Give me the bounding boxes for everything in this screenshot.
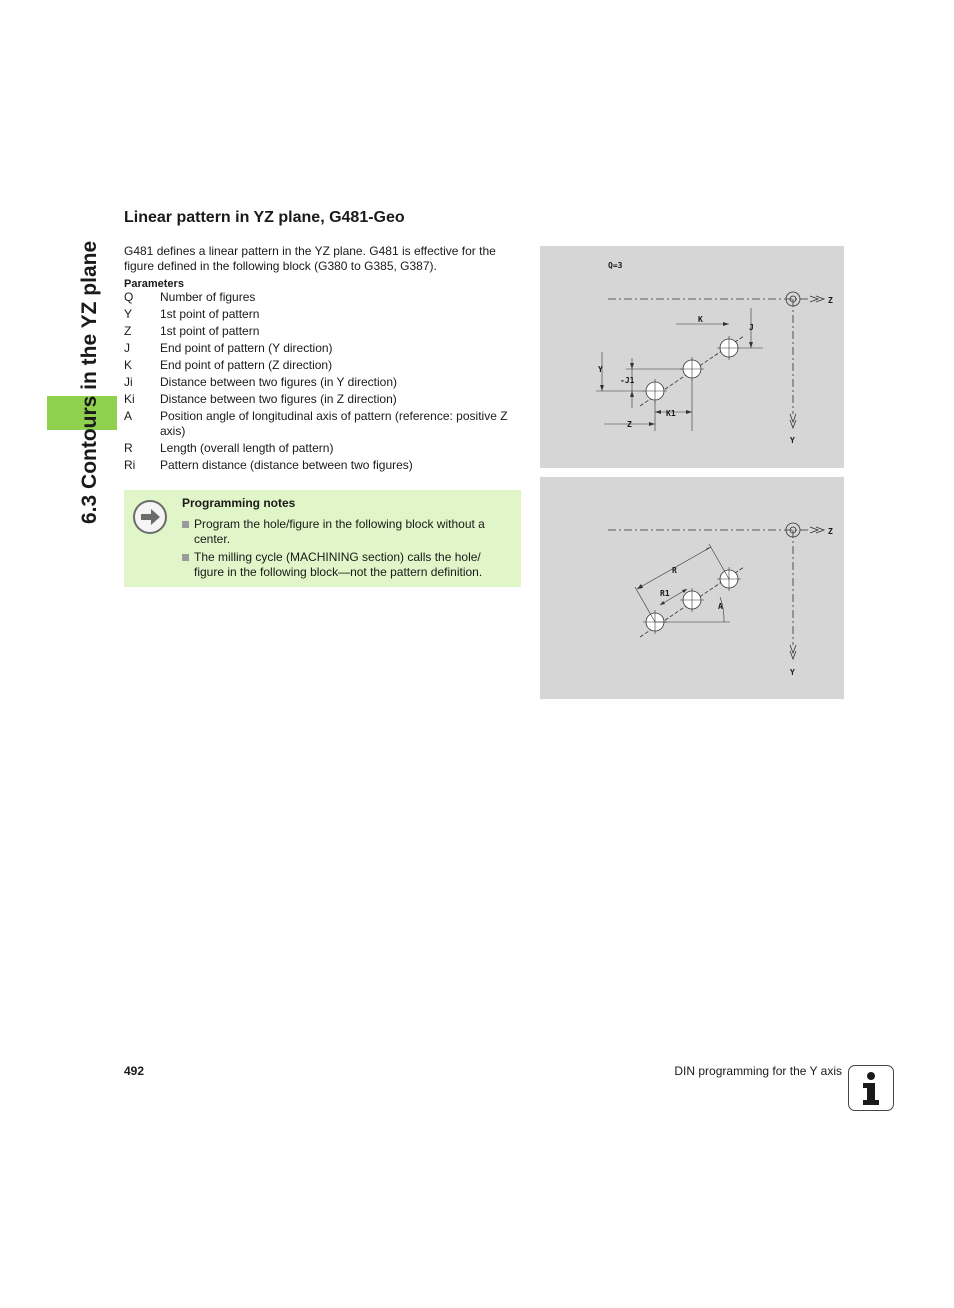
figure-label-j: J [749, 323, 754, 332]
parameter-row [124, 307, 520, 322]
info-icon [848, 1065, 894, 1111]
parameter-row [124, 290, 520, 305]
parameter-symbol: R [124, 441, 133, 455]
parameter-description: Distance between two figures (in Y direction) [160, 375, 398, 389]
parameter-symbol: Ri [124, 458, 136, 472]
parameter-description: End point of pattern (Z direction) [160, 358, 333, 372]
programming-notes-title: Programming notes [182, 496, 296, 510]
figure-label-j1: -J1 [620, 376, 635, 385]
parameter-row [124, 375, 520, 390]
figure2-axis-z: Z [828, 527, 833, 536]
parameter-symbol: Q [124, 290, 134, 304]
note-text: Program the hole/figure in the following block without a center. [194, 517, 485, 546]
parameter-symbol: J [124, 341, 130, 355]
parameter-description: Distance between two figures (in Z direction) [160, 392, 397, 406]
parameter-description: Length (overall length of pattern) [160, 441, 334, 455]
figure-label-z: Z [627, 420, 632, 429]
arrow-right-icon [133, 500, 167, 534]
parameter-symbol: A [124, 409, 133, 423]
figure2-label-a: A [718, 602, 723, 611]
figure-q-label: Q=3 [608, 261, 623, 270]
note-item [182, 517, 512, 547]
figure2-label-r: R [672, 566, 677, 575]
programming-notes-box [124, 490, 521, 587]
parameters-title: Parameters [124, 278, 184, 290]
parameter-row [124, 392, 520, 407]
figure2-axis-y: Y [790, 668, 795, 677]
parameter-symbol: K [124, 358, 133, 372]
figure-label-y: Y [598, 365, 603, 374]
parameter-description: 1st point of pattern [160, 307, 260, 321]
parameter-row [124, 409, 520, 439]
pattern-diagram-polar [540, 477, 844, 699]
parameter-description: Position angle of longitudinal axis of pattern (reference: positive Z axis) [160, 409, 508, 438]
figure-axis-y: Y [790, 436, 795, 445]
parameter-description: End point of pattern (Y direction) [160, 341, 333, 355]
note-text: The milling cycle (MACHINING section) calls the hole/ figure in the following block—not the pattern definition. [194, 550, 483, 579]
chapter-title-vertical: 6.3 Contours in the YZ plane [78, 240, 101, 524]
parameter-row [124, 358, 520, 373]
figure-axis-z: Z [828, 296, 833, 305]
parameter-description: Number of figures [160, 290, 256, 304]
figure2-label-r1: R1 [660, 589, 670, 598]
section-title: Linear pattern in YZ plane, G481-Geo [124, 209, 405, 226]
parameter-row [124, 441, 520, 456]
figure-label-k: K [698, 315, 703, 324]
parameter-row [124, 341, 520, 356]
pattern-diagram-cartesian [540, 246, 844, 468]
intro-text: G481 defines a linear pattern in the YZ plane. G481 is effective for the figure defined in the following block (G380 to G385, G387). [124, 244, 496, 273]
square-bullet-icon [182, 554, 189, 561]
note-item [182, 550, 512, 580]
programming-notes-list [182, 517, 512, 583]
footer-chapter: DIN programming for the Y axis [674, 1064, 842, 1078]
parameter-description: 1st point of pattern [160, 324, 260, 338]
parameter-symbol: Y [124, 307, 133, 321]
parameter-symbol: Ji [124, 375, 133, 389]
square-bullet-icon [182, 521, 189, 528]
parameter-row [124, 324, 520, 339]
page-number: 492 [124, 1064, 145, 1078]
parameter-symbol: Z [124, 324, 132, 338]
parameters-list [124, 290, 520, 475]
parameter-description: Pattern distance (distance between two figures) [160, 458, 413, 472]
parameter-row [124, 458, 520, 473]
parameter-symbol: Ki [124, 392, 135, 406]
figure-label-k1: K1 [666, 409, 676, 418]
